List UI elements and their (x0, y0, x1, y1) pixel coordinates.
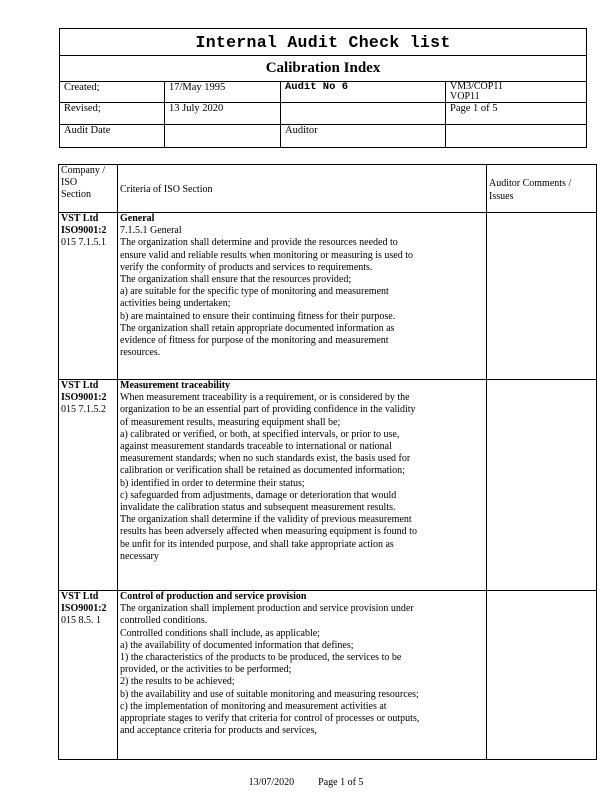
criteria-table-header (59, 165, 597, 213)
criteria-line: b) the availability and use of suitable monitoring and measuring resources; (120, 688, 419, 700)
auditor-comments-cell[interactable] (487, 213, 597, 380)
criteria-line: The organization shall determine and provide the resources needed to (120, 237, 398, 249)
table-row (59, 380, 597, 591)
criteria-line: Controlled conditions shall include, as applicable; (120, 627, 320, 639)
audit-date-label: Audit Date (60, 125, 165, 148)
criteria-line: c) the implementation of monitoring and measurement activities at (120, 700, 387, 712)
revised-label: Revised; (60, 103, 165, 125)
footer-date: 13/07/2020 (248, 777, 295, 788)
iso-section: 015 8.5. 1 (61, 615, 101, 627)
criteria-line: organization to be an essential part of providing confidence in the validity (120, 404, 416, 416)
column-header-company (59, 165, 118, 213)
criteria-cell (118, 591, 487, 760)
criteria-line: The organization shall retain appropriate documented information as (120, 322, 395, 334)
document-code-line1: VM3/COP11 (450, 81, 503, 92)
criteria-line: The organization shall ensure that the resources provided; (120, 274, 352, 286)
iso-standard: ISO9001:2 (61, 603, 107, 615)
criteria-line: a) are suitable for the specific type of monitoring and measurement (120, 286, 389, 298)
auditor-comments-cell[interactable] (487, 380, 597, 591)
criteria-line: provided, or the activities to be performed; (120, 664, 292, 676)
criteria-line: a) calibrated or verified, or both, at specified intervals, or prior to use, (120, 428, 400, 440)
section-title: Measurement traceability (120, 380, 231, 391)
section-title: Control of production and service provision (120, 591, 307, 602)
criteria-line: invalidate the calibration status and subsequent measurement results. (120, 502, 396, 514)
revised-value: 13 July 2020 (165, 103, 281, 125)
criteria-cell (118, 380, 487, 591)
criteria-line: of measurement results, measuring equipment shall be; (120, 416, 341, 428)
iso-section: 015 7.1.5.2 (61, 404, 106, 416)
header-row-revised (60, 103, 587, 125)
criteria-line: calibration or verification shall be retained as documented information; (120, 465, 405, 477)
criteria-line: The organization shall determine if the validity of previous measurement (120, 514, 412, 526)
criteria-line: ensure valid and reliable results when monitoring or measuring is used to (120, 249, 413, 261)
audit-number: Audit No 6 (281, 82, 446, 103)
criteria-line: The organization shall implement production and service provision under (120, 603, 414, 615)
company-name: VST Ltd (61, 380, 99, 391)
page-indicator: Page 1 of 5 (446, 103, 587, 125)
criteria-line: against measurement standards traceable to international or national (120, 441, 392, 453)
created-value: 17/May 1995 (165, 82, 281, 103)
criteria-line: 1) the characteristics of the products to be produced, the services to be (120, 652, 402, 664)
auditor-label: Auditor (281, 125, 446, 148)
table-row (59, 591, 597, 760)
criteria-line: results has been adversely affected when measuring equipment is found to (120, 526, 417, 538)
section-title: General (120, 213, 155, 224)
criteria-line: b) are maintained to ensure their continuing fitness for their purpose. (120, 310, 396, 322)
company-section-cell (59, 591, 118, 760)
audit-date-value (165, 125, 281, 148)
criteria-line: be unfit for its intended purpose, and shall take appropriate action as (120, 538, 394, 550)
criteria-line: appropriate stages to verify that criteria for control of processes or outputs, (120, 713, 420, 725)
criteria-cell (118, 213, 487, 380)
column-header-criteria: Criteria of ISO Section (118, 165, 487, 213)
criteria-line: a) the availability of documented information that defines; (120, 639, 354, 651)
comments-header-line1: Auditor Comments / (489, 178, 572, 190)
criteria-line: necessary (120, 550, 159, 562)
auditor-value (446, 125, 587, 148)
page-footer (0, 777, 612, 788)
table-row (59, 213, 597, 380)
header-row-audit-date (60, 125, 587, 148)
document-title: Internal Audit Check list (60, 29, 587, 56)
iso-standard: ISO9001:2 (61, 392, 107, 404)
company-name: VST Ltd (61, 591, 99, 602)
column-header-comments (487, 165, 597, 213)
company-section-cell (59, 213, 118, 380)
header-row-created (60, 82, 587, 103)
document-code (446, 82, 587, 103)
footer-page-number: Page 1 of 5 (318, 777, 364, 788)
iso-section: 015 7.1.5.1 (61, 237, 106, 249)
document-code-line2: VOP11 (450, 91, 480, 102)
company-name: VST Ltd (61, 213, 99, 224)
criteria-line: controlled conditions. (120, 615, 208, 627)
company-header-line3: Section (61, 189, 91, 201)
criteria-line: 2) the results to be achieved; (120, 676, 235, 688)
iso-standard: ISO9001:2 (61, 225, 107, 237)
criteria-line: c) safeguarded from adjustments, damage or deterioration that would (120, 489, 397, 501)
created-label: Created; (60, 82, 165, 103)
criteria-table (58, 164, 597, 760)
criteria-line: evidence of fitness for purpose of the monitoring and measurement (120, 335, 389, 347)
criteria-line: activities being undertaken; (120, 298, 231, 310)
company-section-cell (59, 380, 118, 591)
company-header-line2: ISO (61, 177, 78, 189)
criteria-line: measurement standards; when no such standards exist, the basis used for (120, 453, 411, 465)
company-header-line1: Company / (61, 165, 106, 176)
audit-header-table (59, 28, 587, 148)
criteria-line: 7.1.5.1 General (120, 225, 182, 237)
comments-header-line2: Issues (489, 190, 514, 202)
auditor-comments-cell[interactable] (487, 591, 597, 760)
criteria-line: When measurement traceability is a requirement, or is considered by the (120, 392, 410, 404)
criteria-line: resources. (120, 347, 161, 359)
criteria-line: and acceptance criteria for products and services, (120, 725, 317, 737)
revised-mid-cell (281, 103, 446, 125)
criteria-line: b) identified in order to determine their status; (120, 477, 305, 489)
criteria-line: verify the conformity of products and services to requirements. (120, 261, 373, 273)
document-subtitle: Calibration Index (60, 56, 587, 82)
